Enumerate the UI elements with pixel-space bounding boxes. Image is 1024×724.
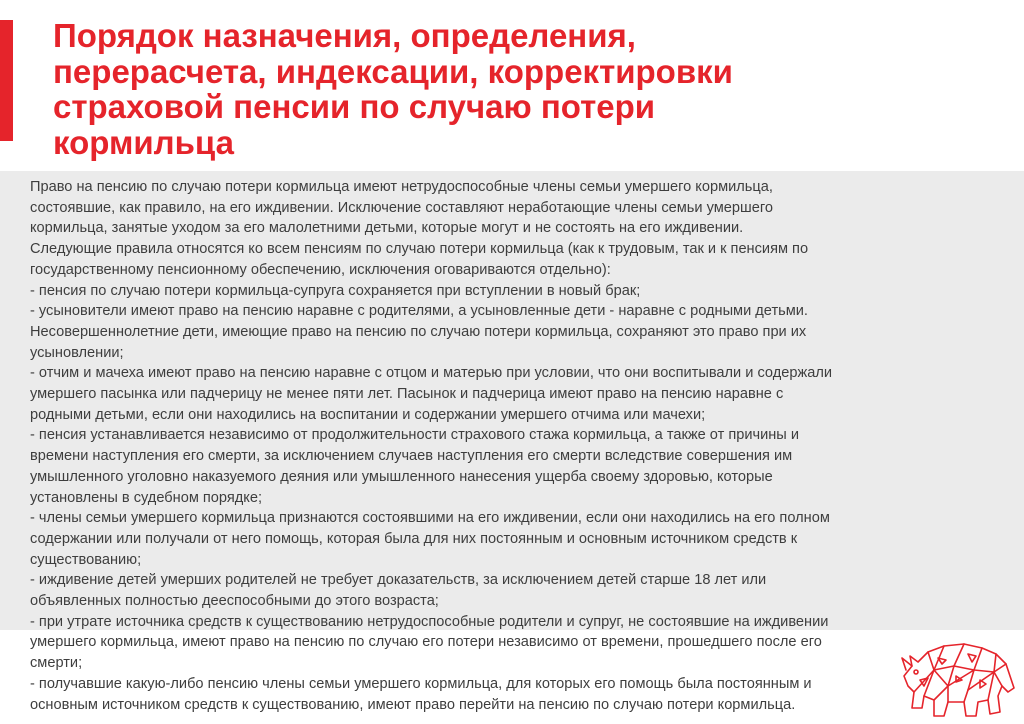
body-text xyxy=(30,177,985,715)
body-line: Право на пенсию по случаю потери кормильца имеют нетрудоспособные члены семьи умершего кормильца, xyxy=(30,179,773,195)
body-line: - пенсия по случаю потери кормильца-супруга сохраняется при вступлении в новый брак; xyxy=(30,282,641,299)
title-line: кормильца xyxy=(53,123,234,161)
body-line: времени наступления его смерти, за исключением случаев наступления его смерти вследствие совершения им xyxy=(30,448,793,465)
slide-title xyxy=(53,18,953,160)
body-line: содержании или получали от него помощь, которая была для них постоянным и основным источником средств к xyxy=(30,530,798,547)
rhino-line-art-icon xyxy=(898,636,1020,722)
body-line: - при утрате источника средств к существованию нетрудоспособные родители и супруг, не состоявшие на иждивении xyxy=(30,613,829,630)
body-line: умершего пасынка или падчерицу не менее пяти лет. Пасынок и падчерица имеют право на пенсию наравне с xyxy=(30,386,784,403)
body-line: Следующие правила относятся ко всем пенсиям по случаю потери кормильца (как к трудовым, так и к пенсиям по xyxy=(30,241,809,258)
body-line: основным источником средств к существованию, имеют право перейти на пенсию по случаю потери кормильца. xyxy=(30,696,796,713)
title-line: Порядок назначения, определения, xyxy=(53,17,636,54)
body-line: смерти; xyxy=(30,655,83,672)
title-line: перерасчета, индексации, корректировки xyxy=(53,52,733,90)
body-line: - пенсия устанавливается независимо от продолжительности страхового стажа кормильца, а также от причины и xyxy=(30,427,799,444)
body-line: Несовершеннолетние дети, имеющие право на пенсию по случаю потери кормильца, сохраняют это право при их xyxy=(30,323,807,340)
body-line: - усыновители имеют право на пенсию наравне с родителями, а усыновленные дети - наравне с родными детьми. xyxy=(30,303,808,320)
body-line: умышленного уголовно наказуемого деяния или умышленного нанесения ущерба своему здоровью, которые xyxy=(30,468,773,485)
body-line: объявленных полностью дееспособными до этого возраста; xyxy=(30,593,439,610)
body-line: - члены семьи умершего кормильца признаются состоявшими на его иждивении, если они находились на его полном xyxy=(30,510,830,527)
body-line: умершего кормильца, имеют право на пенсию по случаю его потери независимо от времени, прошедшего после его xyxy=(30,634,822,651)
body-line: родными детьми, если они находились на воспитании и содержании умершего отчима или мачехи; xyxy=(30,406,706,423)
title-line: страховой пенсии по случаю потери xyxy=(53,88,656,125)
body-line: кормильца, занятые уходом за его малолетними детьми, которые могут и не состоять на его иждивении. xyxy=(30,220,744,237)
accent-bar xyxy=(0,20,13,141)
body-line: - иждивение детей умерших родителей не требует доказательств, за исключением детей старше 18 лет или xyxy=(30,572,767,589)
body-line: состоявшие, как правило, на его иждивении. Исключение составляют неработающие члены семьи умершего xyxy=(30,199,773,216)
body-line: - отчим и мачеха имеют право на пенсию наравне с отцом и матерью при условии, что они воспитывали и содержали xyxy=(30,365,833,382)
body-line: усыновлении; xyxy=(30,344,124,361)
body-line: государственному пенсионному обеспечению, исключения оговариваются отдельно): xyxy=(30,261,611,278)
body-line: существованию; xyxy=(30,551,142,568)
body-line: - получавшие какую-либо пенсию члены семьи умершего кормильца, для которых его помощь была постоянным и xyxy=(30,675,812,692)
body-line: установлены в судебном порядке; xyxy=(30,489,263,506)
